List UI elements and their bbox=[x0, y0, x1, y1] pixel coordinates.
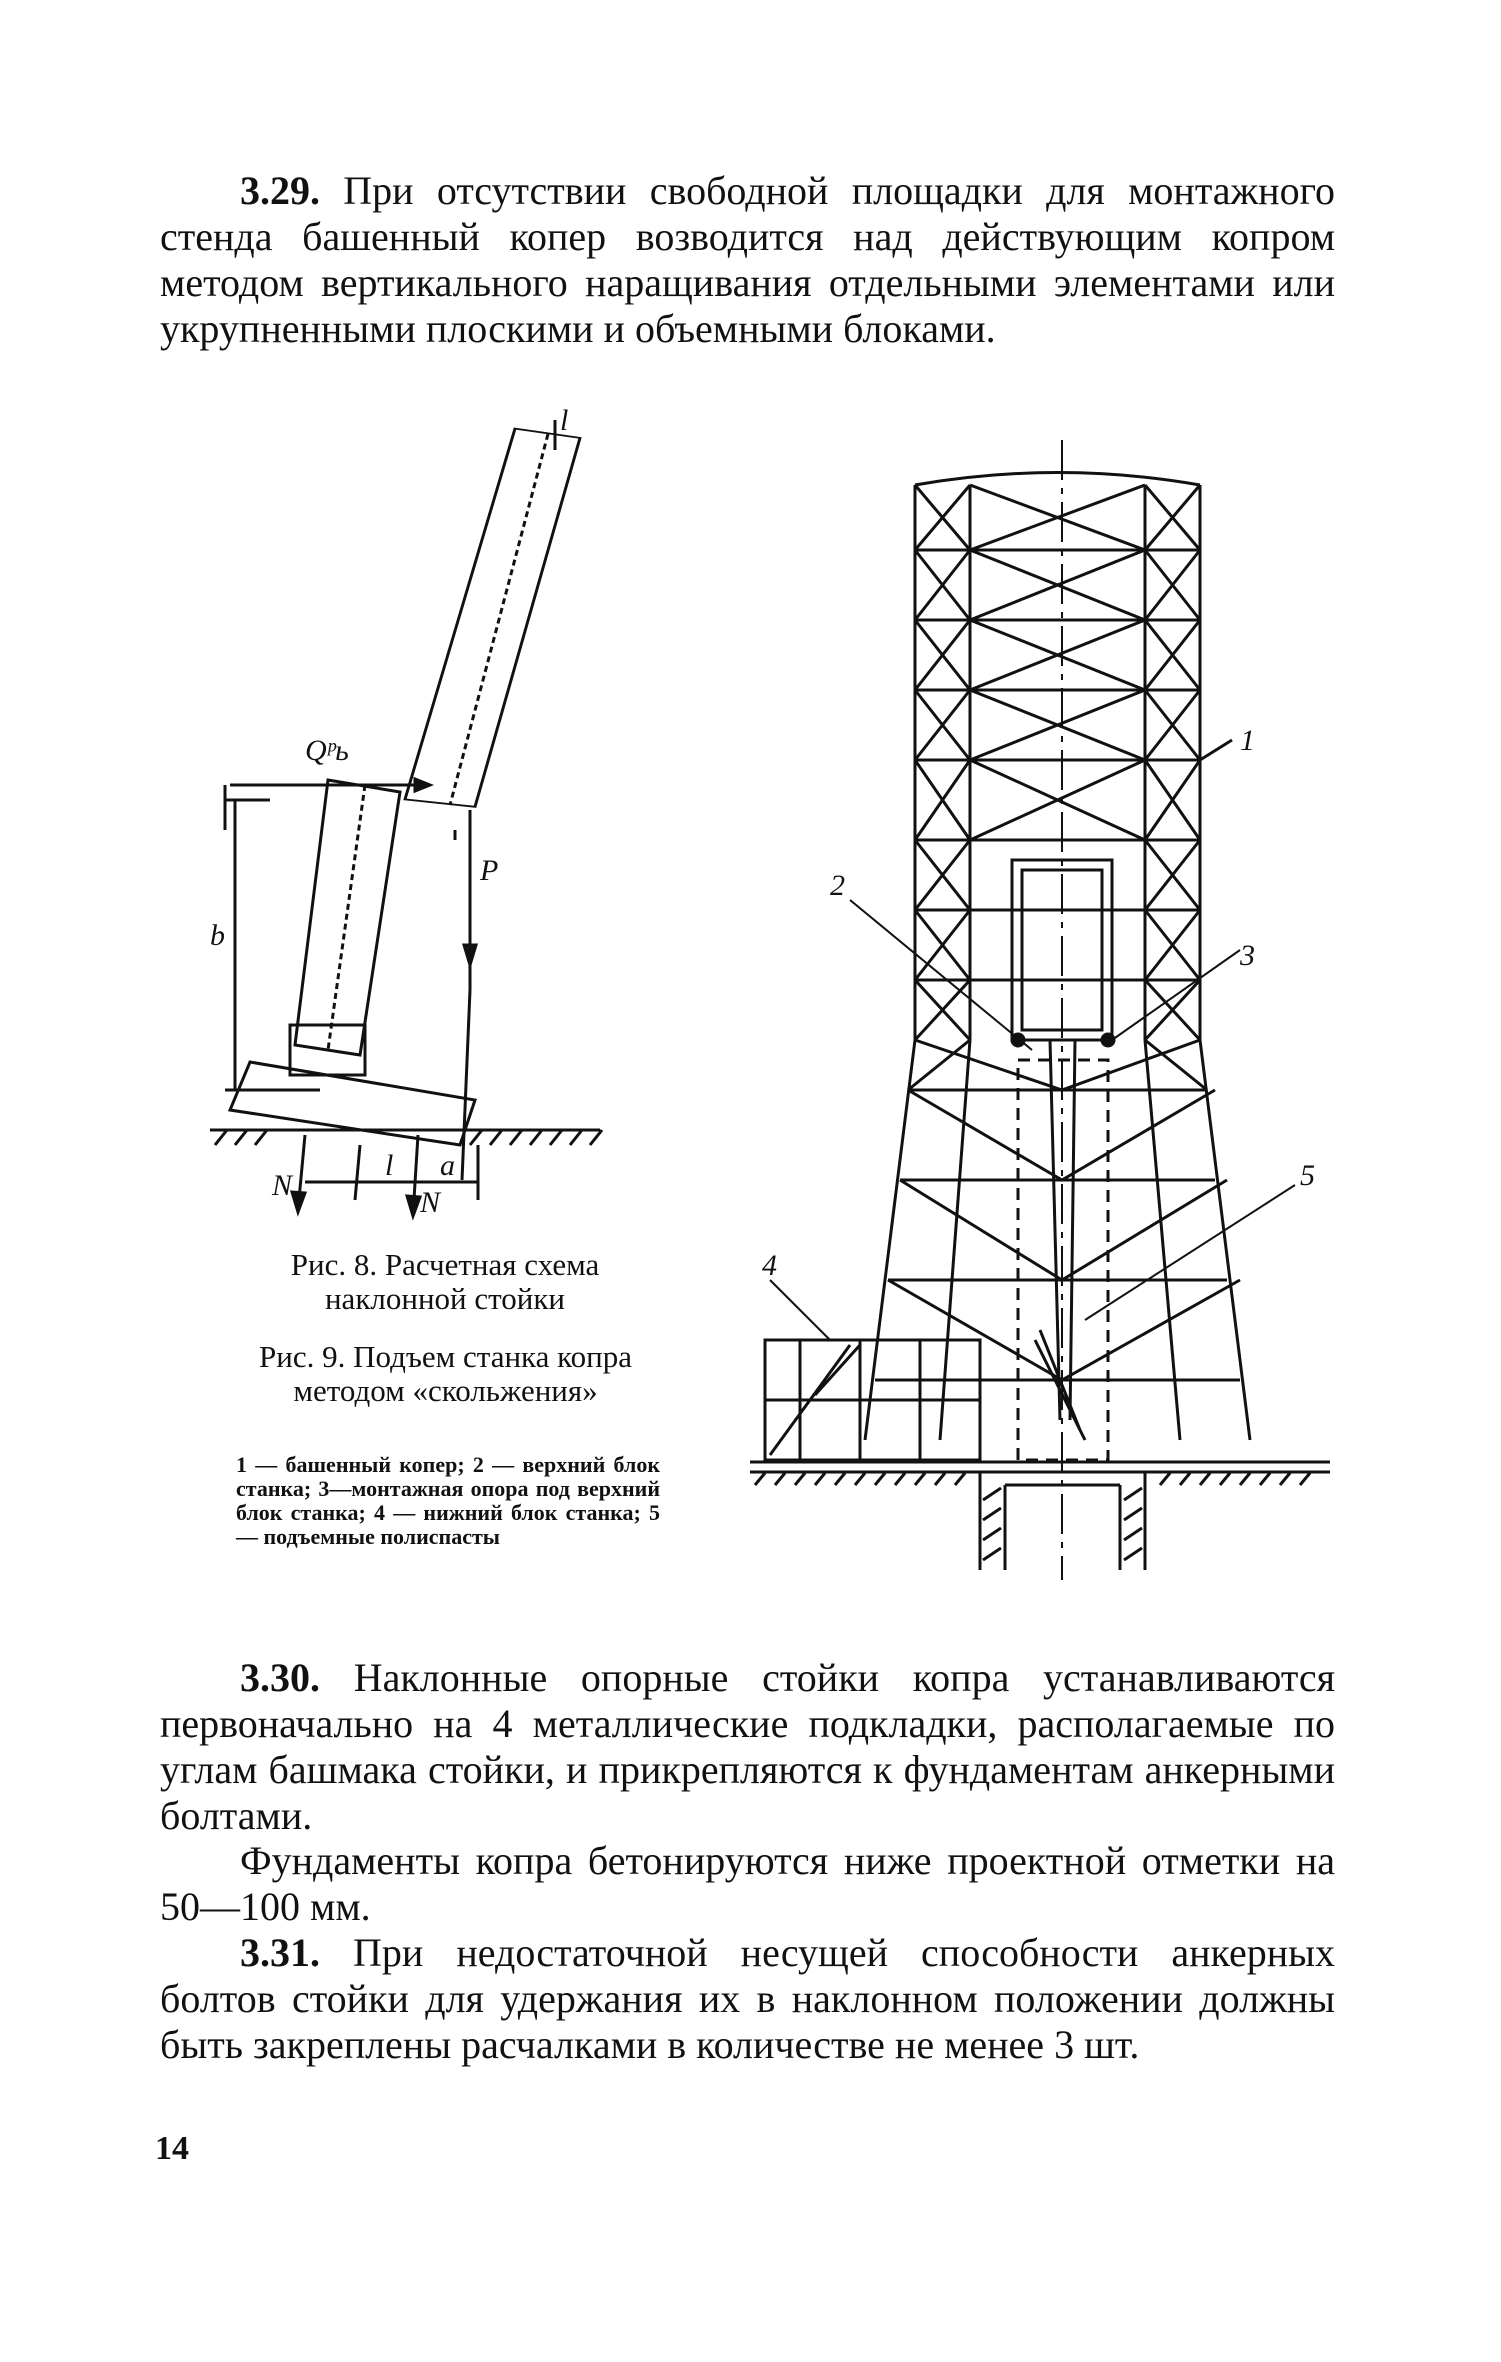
page-number: 14 bbox=[155, 2130, 189, 2167]
figure-8-n-left-arrowhead bbox=[292, 1192, 305, 1212]
figure-9-label-1: 1 bbox=[1240, 724, 1255, 757]
figure-8-label-n-left: N bbox=[272, 1169, 293, 1202]
paragraph-foundations: Фундаменты копра бетонируются ниже проектной отметки на 50—100 мм. bbox=[160, 1838, 1335, 1929]
paragraph-3-30 bbox=[160, 1655, 1335, 1839]
section-number-3-29: 3.29. bbox=[240, 168, 320, 213]
section-number-3-31: 3.31. bbox=[240, 1930, 320, 1975]
paragraph-3-31 bbox=[160, 1930, 1335, 2068]
figure-8-strut bbox=[405, 429, 580, 807]
figure-9-caption: Рис. 9. Подъем станка копра методом «скольжения» bbox=[259, 1339, 632, 1408]
figure-9-leader-2 bbox=[850, 900, 1032, 1050]
figure-9-label-5: 5 bbox=[1300, 1159, 1315, 1192]
figure-8-label-a: a bbox=[440, 1149, 455, 1182]
figure-9-label-3: 3 bbox=[1240, 939, 1255, 972]
figure-9-lower-block-braces bbox=[765, 1340, 980, 1460]
figure-8-label-top: l bbox=[560, 404, 569, 437]
figure-9-label-2: 2 bbox=[830, 869, 845, 902]
figure-8-label-b: b bbox=[210, 919, 225, 952]
figure-8-p-extension bbox=[462, 990, 470, 1180]
figure-9-leader-4 bbox=[770, 1280, 830, 1340]
figure-8-label-l: l bbox=[385, 1149, 394, 1182]
figure-8-label-p: P bbox=[480, 854, 499, 887]
paragraph-3-30-text: Наклонные опорные стойки копра устанавливаются первоначально на 4 металлические подкладки, располагаемые по углам башмака стойки, и прикрепляются к фундаментам анкерными болтами. bbox=[160, 1655, 1336, 1838]
figure-9-tower-top bbox=[915, 473, 1200, 486]
figure-9-diagram bbox=[740, 440, 1340, 1590]
figure-9-ground-hatching bbox=[755, 1473, 1310, 1485]
figure-8-n-right-arrowhead bbox=[407, 1196, 420, 1216]
figure-9-leader-1 bbox=[1200, 740, 1232, 760]
paragraph-3-29 bbox=[160, 168, 1335, 352]
figure-8-mid-tick bbox=[355, 1145, 360, 1200]
figure-8-strut-lower-center bbox=[328, 785, 365, 1050]
figure-9-leader-3 bbox=[1112, 950, 1240, 1040]
figure-9-legend: 1 — башенный копер; 2 — верхний блок станка; 3—монтажная опора под верхний блок станка; 4 — нижний блок станка; 5 — подъемные полиспасты bbox=[236, 1452, 660, 1549]
figure-8-diagram bbox=[210, 404, 670, 830]
figure-9-label-4: 4 bbox=[762, 1249, 777, 1282]
figure-8-p-arrowhead bbox=[464, 945, 476, 965]
figure-9-leader-5 bbox=[1085, 1185, 1295, 1320]
figure-8-strut-center bbox=[450, 434, 548, 805]
figure-8-caption: Рис. 8. Расчетная схема наклонной стойки bbox=[290, 1247, 600, 1316]
paragraph-3-29-text: При отсутствии свободной площадки для монтажного стенда башенный копер возводится над действующим копром методом вертикального наращивания отдельными элементами или укрупненными плоскими и объемными блоками. bbox=[160, 168, 1335, 351]
figure-8-label-n-right: N bbox=[420, 1186, 441, 1219]
figure-9-x-bracing-right bbox=[1145, 485, 1200, 1040]
section-number-3-30: 3.30. bbox=[240, 1655, 320, 1700]
figure-8-q-arrowhead bbox=[415, 779, 430, 791]
figure-9-x-bracing-left bbox=[915, 485, 970, 1040]
paragraph-3-31-text: При недостаточной несущей способности анкерных болтов стойки для удержания их в наклонном положении должны быть закреплены расчалками в количестве не менее 3 шт. bbox=[160, 1930, 1335, 2067]
figure-9-x-bracing-center bbox=[970, 485, 1145, 840]
figure-8-label-q: Qᵖь bbox=[305, 734, 349, 767]
figure-8-lower-diagram bbox=[210, 800, 650, 1220]
